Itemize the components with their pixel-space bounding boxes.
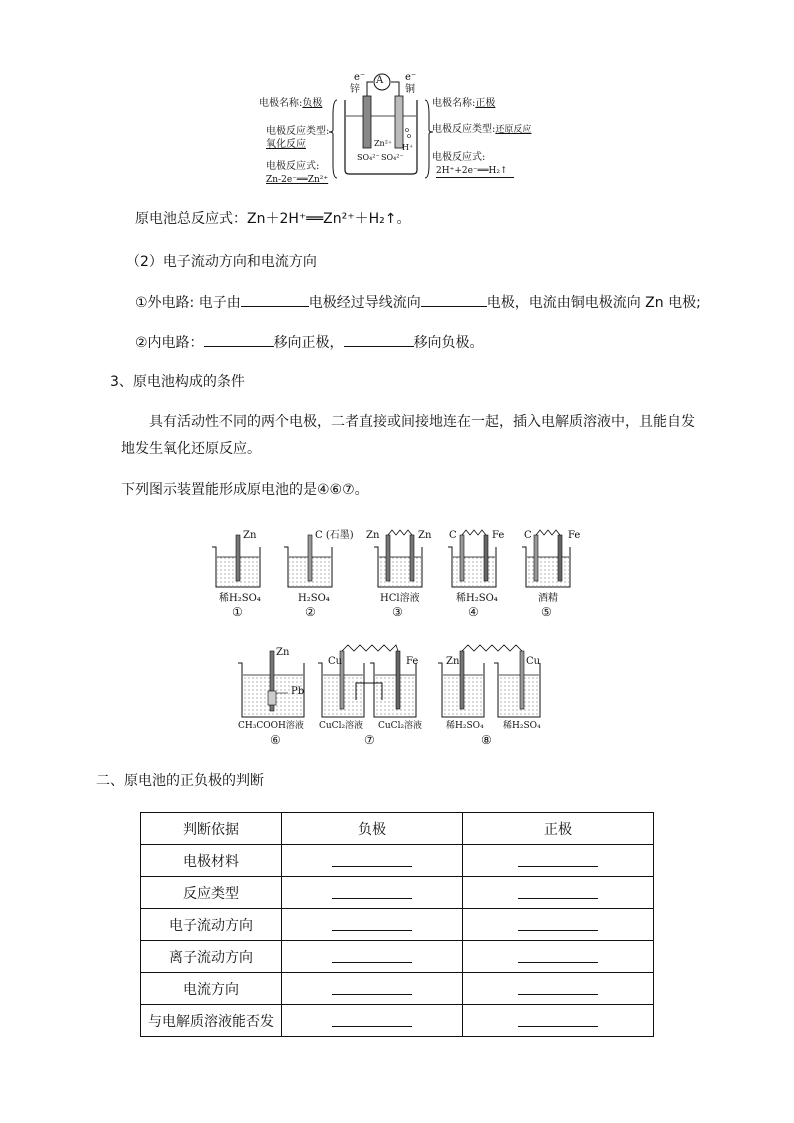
beaker-4-electrode-left: C [449, 530, 457, 541]
positive-cell[interactable] [463, 1005, 654, 1037]
overall-reaction: 原电池总反应式：Zn＋2H⁺══Zn²⁺＋H₂↑。 [135, 211, 411, 227]
answer-blank[interactable] [332, 978, 412, 995]
positive-cell[interactable] [463, 877, 654, 909]
row-label: 与电解质溶液能否发 [141, 1005, 282, 1037]
beaker-8-solution-left: 稀H₂SO₄ [446, 721, 484, 731]
left-brace [329, 100, 337, 178]
sulfate-ion-label-2: SO₄²⁻ [381, 153, 404, 162]
negative-cell[interactable] [282, 1005, 463, 1037]
beaker-6-number: ⑥ [270, 733, 281, 747]
beaker-2-number: ② [305, 605, 316, 619]
ammeter-label: A [376, 75, 384, 86]
beaker-figures [200, 525, 600, 745]
table-row [141, 877, 654, 909]
negative-cell[interactable] [282, 909, 463, 941]
bubble [406, 129, 409, 132]
zinc-label: 锌 [350, 84, 360, 95]
beaker-6-pb: Pb [291, 686, 305, 697]
table-row [141, 1005, 654, 1037]
table-row [141, 845, 654, 877]
beaker-1-solution: 稀H₂SO₄ [219, 593, 261, 604]
section-2-title: 二、原电池的正负极的判断 [96, 773, 264, 789]
inner-text-a: ②内电路： [135, 335, 204, 351]
row-label: 离子流动方向 [141, 941, 282, 973]
copper-electrode [395, 96, 403, 148]
answer-blank[interactable] [518, 978, 598, 995]
copper-label: 铜 [405, 84, 415, 95]
row-label: 反应类型 [141, 877, 282, 909]
positive-cell[interactable] [463, 909, 654, 941]
negative-cell[interactable] [282, 941, 463, 973]
beaker-8-electrode-left: Zn [446, 656, 460, 667]
beaker-4-number: ④ [468, 605, 479, 619]
answer-blank[interactable] [518, 946, 598, 963]
right-eq-key: 电极反应式: [432, 152, 486, 163]
wire-left [367, 82, 373, 96]
beaker-7-number: ⑦ [364, 733, 375, 747]
beaker-8-electrode-right: Cu [526, 656, 541, 667]
subsection-2-title: （2）电子流动方向和电流方向 [126, 254, 317, 270]
positive-cell[interactable] [463, 845, 654, 877]
hydrogen-ion-label: H⁺ [402, 143, 414, 152]
beaker-2 [284, 535, 332, 587]
beaker-5-electrode-left: C [524, 530, 532, 541]
header-negative: 负极 [282, 813, 463, 845]
sulfate-ion-label-1: SO₄²⁻ [357, 153, 380, 162]
beaker-5-number: ⑤ [541, 605, 552, 619]
row-label: 电流方向 [141, 973, 282, 1005]
positive-cell[interactable] [463, 941, 654, 973]
left-type-key: 电极反应类型: [266, 126, 330, 137]
answer-blank[interactable] [518, 914, 598, 931]
beaker-6-solution: CH₃COOH溶液 [238, 721, 304, 731]
beaker-7-electrode-right: Fe [406, 656, 419, 667]
table-row [141, 973, 654, 1005]
beaker-3-number: ③ [392, 605, 403, 619]
inner-text-c: 移向负极。 [413, 335, 484, 351]
right-name-label [432, 98, 495, 110]
beaker-7-electrode-left: Cu [328, 656, 343, 667]
row-label: 电子流动方向 [141, 909, 282, 941]
answer-blank[interactable] [332, 914, 412, 931]
beaker-4-solution: 稀H₂SO₄ [456, 593, 498, 604]
right-type-key: 电极反应类型: [432, 124, 496, 135]
blank-inner-1[interactable] [204, 332, 274, 347]
right-brace [425, 100, 433, 178]
right-name-key: 电极名称: [432, 98, 476, 109]
row-label: 电极材料 [141, 845, 282, 877]
answer-blank[interactable] [518, 882, 598, 899]
left-name-key: 电极名称: [259, 98, 303, 109]
left-name-value: 负极 [302, 98, 323, 109]
electron-left-label: e⁻ [354, 72, 366, 83]
beaker-5-electrode-right: Fe [568, 530, 581, 541]
beaker-8-number: ⑧ [481, 733, 492, 747]
beaker-3-electrode-right: Zn [418, 530, 432, 541]
beaker-1-electrode: Zn [243, 530, 257, 541]
table-header-row [141, 813, 654, 845]
answer-blank[interactable] [332, 946, 412, 963]
zinc-electrode [363, 96, 371, 148]
table-row [141, 941, 654, 973]
outer-text-a: ①外电路: 电子由 [135, 295, 241, 311]
section-3-para-line-2: 地发生氧化还原反应。 [121, 441, 261, 457]
beaker-6-electrode: Zn [276, 647, 290, 658]
right-type-label [432, 124, 531, 136]
header-basis: 判断依据 [141, 813, 282, 845]
answer-blank[interactable] [332, 850, 412, 867]
beaker-3 [374, 530, 422, 587]
left-eq-key: 电极反应式: [266, 161, 320, 172]
beaker-7-solution-left: CuCl₂溶液 [319, 721, 364, 731]
right-name-value: 正极 [475, 98, 496, 109]
blank-outer-1[interactable] [241, 292, 309, 307]
header-positive: 正极 [463, 813, 654, 845]
beaker-5-solution: 酒精 [538, 593, 558, 604]
judgment-table [140, 812, 654, 1037]
question-text: 下列图示装置能形成原电池的是④⑥⑦。 [121, 482, 369, 498]
beaker-2-solution: H₂SO₄ [298, 593, 330, 604]
beaker-figures-svg [200, 525, 600, 745]
left-name-label [259, 98, 322, 110]
positive-cell[interactable] [463, 973, 654, 1005]
negative-cell[interactable] [282, 877, 463, 909]
zn-ion-label: Zn²⁺ [374, 139, 393, 148]
answer-blank[interactable] [332, 1010, 412, 1027]
section-3-title: 3、原电池构成的条件 [110, 374, 245, 390]
beaker-2-electrode: C (石墨) [315, 530, 354, 541]
beaker-8-solution-right: 稀H₂SO₄ [503, 721, 541, 731]
outer-circuit-line [135, 292, 701, 313]
left-eq-value: Zn-2e⁻══Zn²⁺ [266, 175, 329, 185]
beaker-1 [212, 535, 260, 587]
right-eq-value: 2H⁺+2e⁻══H₂↑ [436, 165, 514, 178]
negative-cell[interactable] [282, 845, 463, 877]
inner-text-b: 移向正极， [273, 335, 344, 351]
answer-blank[interactable] [518, 850, 598, 867]
blank-outer-2[interactable] [421, 292, 487, 307]
beaker-1-number: ① [232, 605, 243, 619]
inner-circuit-line [135, 332, 484, 353]
negative-cell[interactable] [282, 973, 463, 1005]
bubble [408, 135, 411, 138]
answer-blank[interactable] [332, 882, 412, 899]
beaker-6 [238, 651, 304, 717]
wire-right [391, 82, 399, 96]
right-type-value: 还原反应 [495, 125, 532, 135]
beaker-7-solution-right: CuCl₂溶液 [378, 721, 423, 731]
table-row [141, 909, 654, 941]
beaker-3-solution: HCl溶液 [380, 593, 420, 604]
section-3-para-line-1: 具有活动性不同的两个电极，二者直接或间接地连在一起，插入电解质溶液中，且能自发 [149, 414, 695, 430]
beaker-4-electrode-right: Fe [492, 530, 505, 541]
blank-inner-2[interactable] [344, 332, 414, 347]
beaker-3-electrode-left: Zn [366, 530, 380, 541]
answer-blank[interactable] [518, 1010, 598, 1027]
left-type-value: 氧化反应 [266, 139, 306, 150]
electron-right-label: e⁻ [405, 72, 417, 83]
outer-text-b: 电极经过导线流向 [308, 295, 421, 311]
outer-text-c: 电极，电流由铜电极流向 Zn 电极; [486, 295, 701, 311]
